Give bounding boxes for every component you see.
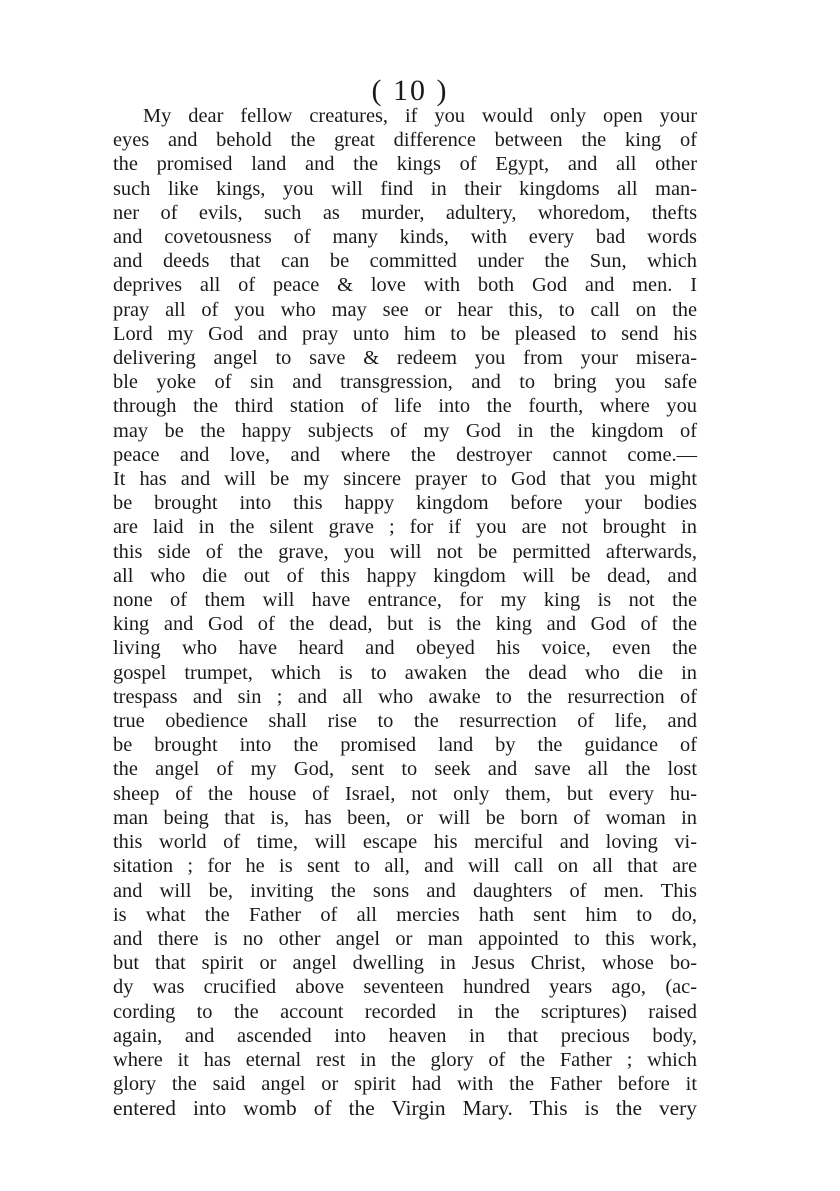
text-line: such like kings, you will find in their kingdoms all man- — [113, 177, 697, 200]
text-line: It has and will be my sincere prayer to God that you might — [113, 468, 697, 491]
text-line: living who have heard and obeyed his voice, even the — [113, 637, 697, 660]
text-line: the promised land and the kings of Egypt, and all other — [113, 153, 697, 176]
text-line: be brought into the promised land by the guidance of — [113, 734, 697, 757]
text-line: My dear fellow creatures, if you would only open your — [143, 105, 697, 127]
text-line: true obedience shall rise to the resurrection of life, and — [113, 710, 697, 733]
text-line: be brought into this happy kingdom before your bodies — [113, 492, 697, 515]
text-line: pray all of you who may see or hear this, to call on the — [113, 298, 697, 321]
text-line: this side of the grave, you will not be permitted afterwards, — [113, 540, 697, 563]
text-line: the angel of my God, sent to seek and save all the lost — [113, 758, 697, 781]
text-line: all who die out of this happy kingdom will be dead, and — [113, 564, 697, 587]
body-text — [113, 104, 697, 1121]
text-line: again, and ascended into heaven in that precious body, — [113, 1024, 697, 1047]
text-line: none of them will have entrance, for my king is not the — [113, 589, 697, 612]
text-line: ner of evils, such as murder, adultery, whoredom, thefts — [113, 201, 697, 224]
text-line: gospel trumpet, which is to awaken the dead who die in — [113, 661, 697, 684]
text-line: entered into womb of the Virgin Mary. This is the very — [113, 1096, 697, 1121]
page-number: ( 10 ) — [371, 74, 449, 107]
text-line: and there is no other angel or man appointed to this work, — [113, 927, 697, 950]
text-line: this world of time, will escape his merciful and loving vi- — [113, 831, 697, 854]
text-line: and deeds that can be committed under the Sun, which — [113, 250, 697, 273]
text-line: may be the happy subjects of my God in the kingdom of — [113, 419, 697, 442]
text-line: but that spirit or angel dwelling in Jesus Christ, whose bo- — [113, 952, 697, 975]
text-line: king and God of the dead, but is the king and God of the — [113, 613, 697, 636]
text-line: is what the Father of all mercies hath sent him to do, — [113, 903, 697, 926]
text-line: glory the said angel or spirit had with the Father before it — [113, 1073, 697, 1096]
text-line: through the third station of life into the fourth, where you — [113, 395, 697, 418]
text-line: ble yoke of sin and transgression, and to bring you safe — [113, 371, 697, 394]
text-line: peace and love, and where the destroyer cannot come.— — [113, 443, 697, 466]
text-line: dy was crucified above seventeen hundred years ago, (ac- — [113, 976, 697, 999]
text-line: are laid in the silent grave ; for if you are not brought in — [113, 516, 697, 539]
text-line: sitation ; for he is sent to all, and will call on all that are — [113, 855, 697, 878]
text-line: and will be, inviting the sons and daughters of men. This — [113, 879, 697, 902]
text-line: sheep of the house of Israel, not only them, but every hu- — [113, 782, 697, 805]
text-line: deprives all of peace & love with both God and men. I — [113, 274, 697, 297]
text-line: trespass and sin ; and all who awake to the resurrection of — [113, 685, 697, 708]
text-line: eyes and behold the great difference between the king of — [113, 129, 697, 152]
text-line: and covetousness of many kinds, with every bad words — [113, 226, 697, 249]
text-line: cording to the account recorded in the scriptures) raised — [113, 1000, 697, 1023]
text-line: where it has eternal rest in the glory of the Father ; which — [113, 1048, 697, 1071]
text-line: man being that is, has been, or will be born of woman in — [113, 806, 697, 829]
text-line: delivering angel to save & redeem you from your misera- — [113, 347, 697, 370]
text-line: Lord my God and pray unto him to be pleased to send his — [113, 322, 697, 345]
